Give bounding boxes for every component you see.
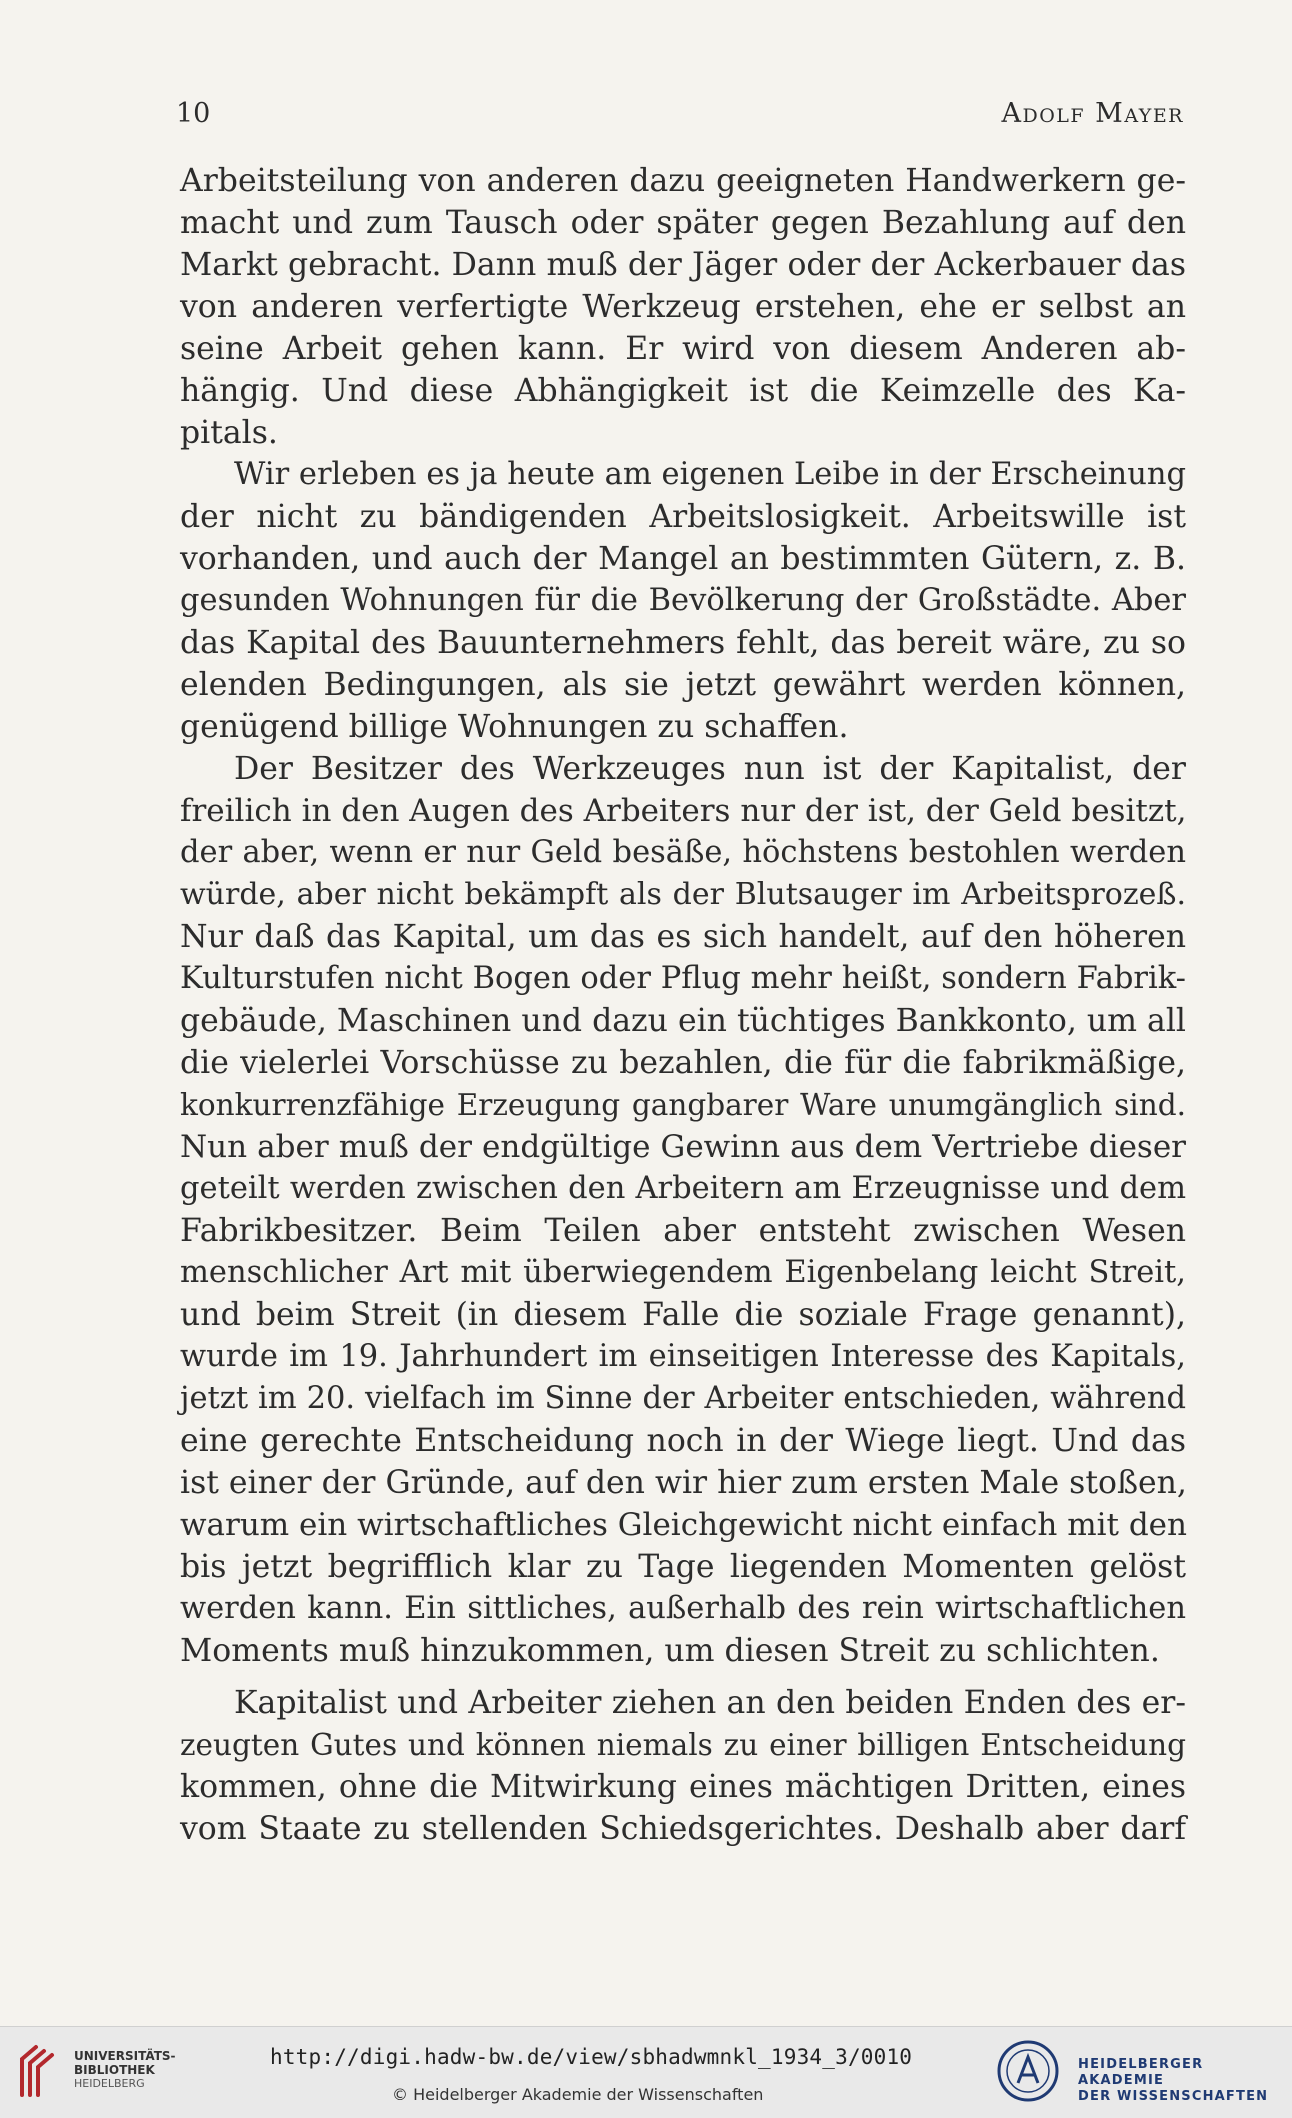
- page-number: 10: [176, 98, 211, 129]
- university-library-logo-icon: [14, 2041, 64, 2099]
- text-line: geteilt werden zwischen den Arbeitern am Erzeugnisse und dem: [180, 1171, 1186, 1206]
- text-line: zeugten Gutes und können niemals zu einer billigen Entscheidung: [180, 1728, 1186, 1762]
- text-line: seine Arbeit gehen kann. Er wird von diesem Anderen ab-: [180, 331, 1186, 367]
- viewer-footer: [0, 2026, 1292, 2118]
- text-line: gebäude, Maschinen und dazu ein tüchtiges Bankkonto, um all: [180, 1003, 1186, 1039]
- text-line: die vielerlei Vorschüsse zu bezahlen, die für die fabrikmäßige,: [180, 1045, 1186, 1081]
- academy-name-line1: HEIDELBERGER AKADEMIE: [1078, 2057, 1204, 2088]
- permalink-url[interactable]: http://digi.hadw-bw.de/view/sbhadwmnkl_1934_3/0010: [270, 2045, 913, 2069]
- text-line: warum ein wirtschaftliches Gleichgewicht nicht einfach mit den: [180, 1507, 1187, 1543]
- text-line: vom Staate zu stellenden Schiedsgerichtes. Deshalb aber darf: [180, 1811, 1186, 1847]
- academy-seal-icon: [996, 2039, 1060, 2103]
- text-line: Kulturstufen nicht Bogen oder Pflug mehr heißt, sondern Fabrik-: [180, 961, 1186, 996]
- text-line: Nur daß das Kapital, um das es sich handelt, auf den höheren: [180, 919, 1186, 955]
- university-library-name: [74, 2049, 176, 2091]
- text-line: würde, aber nicht bekämpft als der Blutsauger im Arbeitsprozeß.: [180, 877, 1186, 912]
- text-line: von anderen verfertigte Werkzeug erstehen, ehe er selbst an: [180, 289, 1186, 325]
- text-line: Wir erleben es ja heute am eigenen Leibe in der Erscheinung: [234, 457, 1186, 492]
- text-line: Kapitalist und Arbeiter ziehen an den beiden Enden des er-: [234, 1685, 1186, 1721]
- text-line: Der Besitzer des Werkzeuges nun ist der Kapitalist, der: [234, 751, 1186, 787]
- text-line: der aber, wenn er nur Geld besäße, höchstens bestohlen werden: [180, 835, 1186, 870]
- library-city: HEIDELBERG: [74, 2077, 145, 2090]
- text-line: wurde im 19. Jahrhundert im einseitigen Interesse des Kapitals,: [180, 1339, 1186, 1374]
- text-line: freilich in den Augen des Arbeiters nur der ist, der Geld besitzt,: [180, 793, 1187, 829]
- text-line: Arbeitsteilung von anderen dazu geeigneten Handwerkern ge-: [180, 163, 1186, 199]
- text-line: menschlicher Art mit überwiegendem Eigenbelang leicht Streit,: [180, 1255, 1186, 1290]
- text-line: vorhanden, und auch der Mangel an bestimmten Gütern, z. B.: [180, 541, 1186, 577]
- text-line: macht und zum Tausch oder später gegen Bezahlung auf den: [180, 205, 1186, 241]
- text-line: pitals.: [180, 415, 278, 451]
- text-line: kommen, ohne die Mitwirkung eines mächtigen Dritten, eines: [180, 1769, 1186, 1805]
- text-line: der nicht zu bändigenden Arbeitslosigkeit. Arbeitswille ist: [180, 499, 1186, 535]
- text-line: bis jetzt begrifflich klar zu Tage liegenden Momenten gelöst: [180, 1549, 1186, 1585]
- text-line: das Kapital des Bauunternehmers fehlt, das bereit wäre, zu so: [180, 625, 1186, 661]
- text-line: Nun aber muß der endgültige Gewinn aus dem Vertriebe dieser: [180, 1129, 1186, 1165]
- running-title: Adolf Mayer: [1001, 98, 1184, 129]
- text-line: werden kann. Ein sittliches, außerhalb des rein wirtschaftlichen: [180, 1591, 1186, 1626]
- text-line: und beim Streit (in diesem Falle die soziale Frage genannt),: [180, 1297, 1186, 1333]
- text-line: Markt gebracht. Dann muß der Jäger oder der Ackerbauer das: [180, 247, 1186, 283]
- text-line: eine gerechte Entscheidung noch in der Wiege liegt. Und das: [180, 1423, 1186, 1459]
- text-line: jetzt im 20. vielfach im Sinne der Arbeiter entschieden, während: [180, 1381, 1186, 1416]
- text-line: genügend billige Wohnungen zu schaffen.: [180, 709, 849, 745]
- text-line: gesunden Wohnungen für die Bevölkerung der Großstädte. Aber: [180, 583, 1186, 618]
- page-header: [176, 98, 1184, 138]
- text-line: Moments muß hinzukommen, um diesen Streit zu schlichten.: [180, 1633, 1160, 1669]
- text-line: Fabrikbesitzer. Beim Teilen aber entsteht zwischen Wesen: [180, 1213, 1186, 1249]
- text-line: ist einer der Gründe, auf den wir hier zum ersten Male stoßen,: [180, 1465, 1187, 1501]
- academy-name-line2: DER WISSENSCHAFTEN: [1078, 2089, 1269, 2104]
- text-line: elenden Bedingungen, als sie jetzt gewährt werden können,: [180, 667, 1186, 703]
- text-line: hängig. Und diese Abhängigkeit ist die Keimzelle des Ka-: [180, 373, 1186, 409]
- copyright-notice: © Heidelberger Akademie der Wissenschaften: [392, 2085, 764, 2104]
- text-line: konkurrenzfähige Erzeugung gangbarer Ware unumgänglich sind.: [180, 1088, 1186, 1122]
- library-name-line2: BIBLIOTHEK: [74, 2063, 155, 2077]
- library-name-line1: UNIVERSITÄTS-: [74, 2049, 176, 2063]
- academy-name: [1078, 2057, 1292, 2105]
